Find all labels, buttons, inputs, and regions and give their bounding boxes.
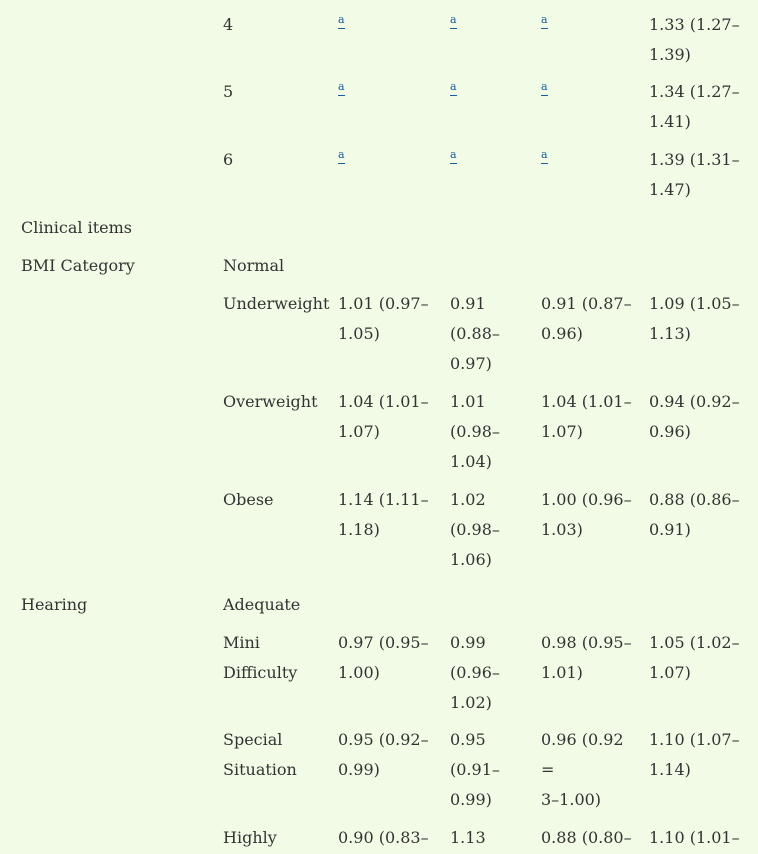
row-level: Normal: [223, 256, 285, 275]
row-level: 6: [223, 150, 234, 169]
section-heading: Clinical items: [21, 218, 132, 237]
table-row: [0, 67, 758, 135]
cell-col-2: [450, 77, 532, 107]
table-row: [0, 618, 758, 715]
cell-col-4: 1.09 (1.05– 1.13): [649, 294, 740, 343]
footnote-a-link[interactable]: a: [338, 13, 345, 29]
cell-col-2: [450, 145, 532, 175]
table-row: [0, 241, 758, 279]
cell-col-1: 1.01 (0.97– 1.05): [338, 294, 429, 343]
cell-col-4: 0.88 (0.86– 0.91): [649, 490, 740, 539]
table-row: [0, 279, 758, 377]
footnote-a-link[interactable]: a: [450, 80, 457, 96]
cell-col-1: [338, 77, 442, 107]
row-category: BMI Category: [21, 256, 135, 275]
footnote-a-link[interactable]: a: [541, 13, 548, 29]
cell-col-1: 1.14 (1.11– 1.18): [338, 490, 429, 539]
cell-col-1: 0.95 (0.92– 0.99): [338, 730, 429, 779]
cell-col-3: 0.98 (0.95– 1.01): [541, 633, 632, 682]
cell-col-3: 0.91 (0.87– 0.96): [541, 294, 632, 343]
cell-col-1: [338, 145, 442, 175]
table-row: [0, 135, 758, 203]
cell-col-3: [541, 77, 641, 107]
cell-col-2: 1.02 (0.98– 1.06): [450, 490, 500, 569]
cell-col-3: 0.88 (0.80–: [541, 828, 632, 847]
table-row: [0, 203, 758, 241]
row-level: 4: [223, 15, 234, 34]
row-category: Hearing: [21, 595, 88, 614]
cell-col-2: [450, 10, 532, 40]
cell-col-4: 1.39 (1.31– 1.47): [649, 150, 740, 199]
footnote-a-link[interactable]: a: [338, 80, 345, 96]
cell-col-3: [541, 10, 641, 40]
cell-col-2: 0.95 (0.91– 0.99): [450, 730, 500, 809]
footnote-a-link[interactable]: a: [541, 148, 548, 164]
footnote-a-link[interactable]: a: [450, 148, 457, 164]
row-level: Overweight: [223, 392, 318, 411]
table-row: [0, 813, 758, 853]
row-level: Underweight: [223, 294, 330, 313]
row-level: Mini Difficulty: [223, 633, 298, 682]
table-row: [0, 715, 758, 813]
footnote-a-link[interactable]: a: [338, 148, 345, 164]
table-row: [0, 580, 758, 618]
cell-col-1: 0.97 (0.95– 1.00): [338, 633, 429, 682]
footnote-a-link[interactable]: a: [541, 80, 548, 96]
table-row: [0, 377, 758, 475]
cell-col-4: 0.94 (0.92– 0.96): [649, 392, 740, 441]
footnote-a-link[interactable]: a: [450, 13, 457, 29]
row-level: Highly: [223, 828, 277, 847]
cell-col-1: [338, 10, 442, 40]
row-level: Special Situation: [223, 730, 297, 779]
row-level: Obese: [223, 490, 274, 509]
row-level: 5: [223, 82, 234, 101]
cell-col-4: 1.10 (1.01–: [649, 828, 740, 847]
cell-col-4: 1.33 (1.27– 1.39): [649, 15, 740, 64]
cell-col-2: 1.01 (0.98– 1.04): [450, 392, 500, 471]
cell-col-3: 1.00 (0.96– 1.03): [541, 490, 632, 539]
table-row: [0, 475, 758, 580]
table-row: [0, 0, 758, 67]
cell-col-3: 1.04 (1.01– 1.07): [541, 392, 632, 441]
row-level: Adequate: [223, 595, 301, 614]
cell-col-1: 1.04 (1.01– 1.07): [338, 392, 429, 441]
cell-col-4: 1.34 (1.27– 1.41): [649, 82, 740, 131]
cell-col-2: 0.91 (0.88– 0.97): [450, 294, 500, 373]
cell-col-2: 1.13: [450, 828, 486, 847]
cell-col-4: 1.05 (1.02– 1.07): [649, 633, 740, 682]
cell-col-4: 1.10 (1.07– 1.14): [649, 730, 740, 779]
cell-col-3: [541, 145, 641, 175]
cell-col-2: 0.99 (0.96– 1.02): [450, 633, 500, 712]
cell-col-1: 0.90 (0.83–: [338, 828, 429, 847]
cell-col-3: 0.96 (0.92 = 3–1.00): [541, 730, 624, 809]
